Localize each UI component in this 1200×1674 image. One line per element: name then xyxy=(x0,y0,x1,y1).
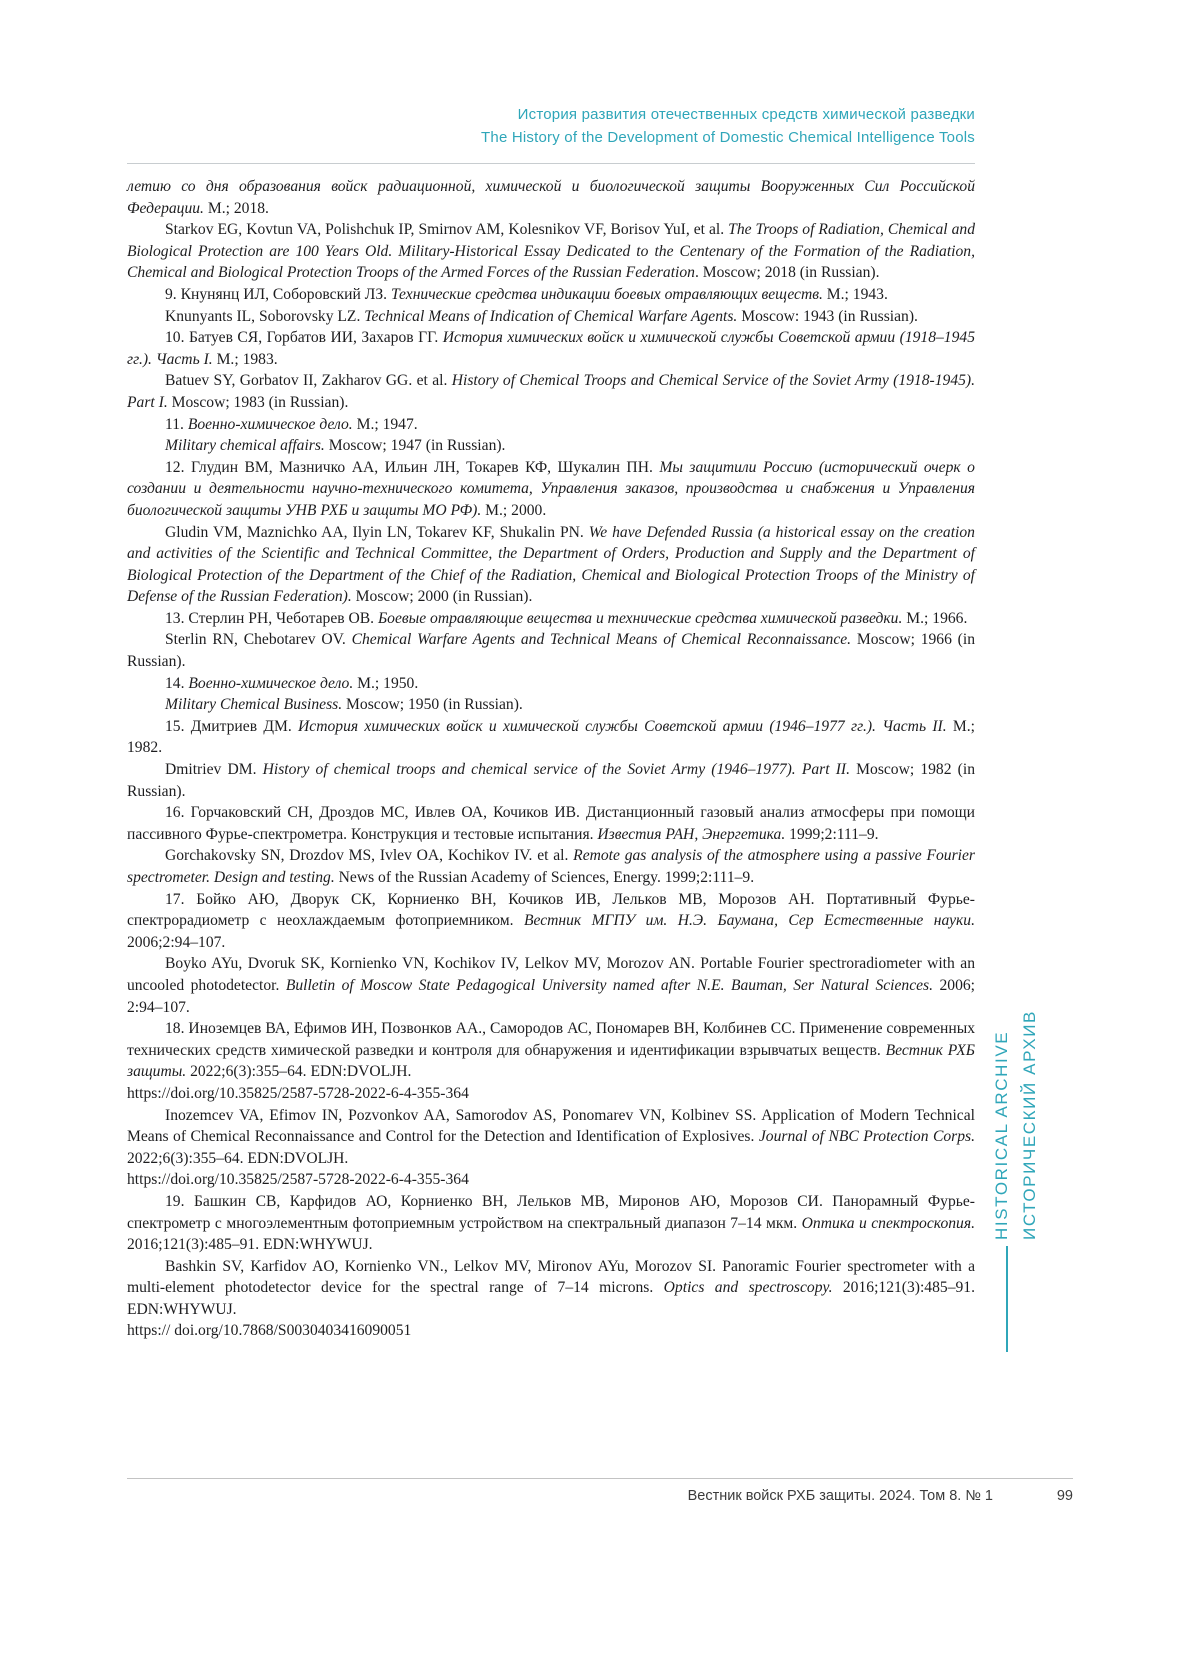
reference-title-run: Технические средства индикации боевых отравляющих веществ. xyxy=(390,285,823,303)
reference-paragraph xyxy=(127,629,975,672)
reference-title-run: Боевые отравляющие вещества и технические средства химической разведки. xyxy=(377,609,903,627)
reference-text-run: https://doi.org/10.35825/2587-5728-2022-6-4-355-364 xyxy=(127,1171,469,1189)
reference-paragraph xyxy=(127,176,975,219)
reference-title-run: History of chemical troops and chemical service of the Soviet Army (1946–1977). Part II. xyxy=(262,761,851,779)
reference-title-run: Military chemical affairs. xyxy=(165,437,325,455)
reference-title-run: History of Chemical Troops and Chemical Service of the Soviet Army (1918-1945). Part I. xyxy=(127,372,976,411)
reference-text-run: 14. xyxy=(165,674,189,692)
reference-paragraph xyxy=(127,759,975,802)
reference-paragraph xyxy=(127,1320,975,1342)
reference-text-run: 12. Глудин ВМ, Мазничко АА, Ильин ЛН, Токарев КФ, Шукалин ПН. xyxy=(165,458,660,476)
reference-text-run: https:// doi.org/10.7868/S0030403416090051 xyxy=(127,1322,412,1340)
reference-text-run: Inozemcev VA, Efimov IN, Pozvonkov AA, Samorodov AS, Ponomarev VN, Kolbinev SS. Application of Modern Technical Means of Chemical Reconnaissance and Control for the Detection and Identification of Explosives. xyxy=(127,1106,975,1146)
reference-title-run: Bulletin of Moscow State Pedagogical University named after N.E. Bauman, Ser Natural Sciences. xyxy=(285,976,934,994)
reference-text-run: Boyko AYu, Dvoruk SK, Kornienko VN, Kochikov IV, Lelkov MV, Morozov AN. Portable Fourier spectroradiometer with an uncooled photodetector. xyxy=(127,955,975,994)
reference-text-run: 2022;6(3):355–64. EDN:DVOLJH. xyxy=(186,1063,412,1081)
reference-title-run: Remote gas analysis of the atmosphere using a passive Fourier spectrometer. Design and testing. xyxy=(127,847,975,886)
footer-journal-title: Вестник войск РХБ защиты. 2024. Том 8. № 1 xyxy=(687,1488,993,1504)
reference-paragraph xyxy=(127,435,975,457)
page-number: 99 xyxy=(1056,1488,1073,1504)
reference-text-run: М.; 1966. xyxy=(902,609,968,627)
reference-title-run: Мы защитили Россию (исторический очерк о создании и деятельности научно-технического комитета, Управления заказов, производства и снабжения и Управления биологической защиты УНВ РХБ и защиты МО РФ). xyxy=(127,458,975,519)
reference-paragraph xyxy=(127,1083,975,1105)
reference-paragraph xyxy=(127,716,975,759)
reference-text-run: 15. Дмитриев ДМ. xyxy=(165,717,299,735)
reference-paragraph xyxy=(127,522,975,608)
reference-text-run: Starkov EG, Kovtun VA, Polishchuk IP, Smirnov AM, Kolesnikov VF, Borisov YuI, et al. xyxy=(165,221,729,239)
reference-title-run: Technical Means of Indication of Chemical Warfare Agents. xyxy=(364,307,738,325)
reference-text-run: Gorchakovsky SN, Drozdov MS, Ivlev OA, Kochikov IV. et al. xyxy=(165,847,574,865)
reference-text-run: 2006;2:94–107. xyxy=(127,933,226,951)
reference-paragraph xyxy=(127,284,975,306)
reference-text-run: 2016;121(3):485–91. EDN:WHYWUJ. xyxy=(127,1279,975,1318)
reference-paragraph xyxy=(127,953,975,1018)
reference-title-run: Известия РАН, Энергетика. xyxy=(597,825,786,843)
reference-text-run: М.; 1982. xyxy=(127,717,975,757)
reference-title-run: Оптика и спектроскопия. xyxy=(801,1214,975,1232)
page-footer xyxy=(127,1488,1073,1504)
reference-text-run: Bashkin SV, Karfidov AO, Kornienko VN., Lelkov MV, Mironov AYu, Morozov SI. Panoramic Fourier spectrometer with a multi-element photodetector device for the spectral range of 7–14 microns. xyxy=(127,1257,975,1297)
reference-text-run: News of the Russian Academy of Sciences, Energy. 1999;2:111–9. xyxy=(334,869,755,886)
reference-text-run: . Moscow; 2018 (in Russian). xyxy=(694,264,880,282)
reference-paragraph xyxy=(127,673,975,695)
section-label-en: HISTORICAL ARCHIVE xyxy=(992,1030,1011,1240)
reference-text-run: М.; 1943. xyxy=(822,285,888,303)
reference-text-run: Moscow; 1947 (in Russian). xyxy=(324,437,506,455)
reference-text-run: М.; 2018. xyxy=(203,199,269,217)
reference-paragraph xyxy=(127,694,975,716)
reference-paragraph xyxy=(127,845,975,888)
reference-title-run: Вестник МГПУ им. Н.Э. Баумана, Сер Естественные науки. xyxy=(523,912,975,930)
section-sidebar xyxy=(988,974,1044,1240)
reference-paragraph xyxy=(127,327,975,370)
reference-paragraph xyxy=(127,608,975,630)
reference-paragraph xyxy=(127,414,975,436)
reference-text-run: Moscow: 1943 (in Russian). xyxy=(737,307,918,325)
reference-text-run: Moscow; 1983 (in Russian). xyxy=(167,393,349,411)
reference-paragraph xyxy=(127,1018,975,1083)
running-head-en: The History of the Development of Domestic Chemical Intelligence Tools xyxy=(481,129,975,146)
running-head-ru: История развития отечественных средств химической разведки xyxy=(517,106,975,123)
reference-text-run: 2022;6(3):355–64. EDN:DVOLJH. xyxy=(127,1149,349,1167)
header-divider xyxy=(127,163,975,164)
reference-text-run: Dmitriev DM. xyxy=(165,761,263,779)
reference-text-run: М.; 1983. xyxy=(212,350,278,368)
reference-paragraph xyxy=(127,1256,975,1321)
reference-text-run: Moscow; 1982 (in Russian). xyxy=(127,761,975,800)
reference-title-run: Chemical Warfare Agents and Technical Means of Chemical Reconnaissance. xyxy=(351,631,852,649)
reference-text-run: 19. Башкин СВ, Карфидов АО, Корниенко ВН, Лельков МВ, Миронов АЮ, Морозов СИ. Панорамный Фурье-спектрометр с многоэлементным фотоприемным устройством на спектральный диапазон 7–14 мкм. xyxy=(127,1192,975,1232)
reference-paragraph xyxy=(127,1169,975,1191)
reference-title-run: Военно-химическое дело. xyxy=(187,415,353,433)
reference-title-run: The Troops of Radiation, Chemical and Biological Protection are 100 Years Old. Military-Historical Essay Dedicated to the Centenary of the Formation of the Radiation, Chemical and Biological Protection Troops of the Armed Forces of the Russian Federation xyxy=(127,221,975,282)
footer-divider xyxy=(127,1478,1073,1479)
reference-text-run: Moscow; 1950 (in Russian). xyxy=(342,696,523,714)
reference-text-run: Gludin VM, Maznichko AA, Ilyin LN, Tokarev KF, Shukalin PN. xyxy=(165,523,589,541)
section-label-ru: ИСТОРИЧЕСКИЙ АРХИВ xyxy=(1020,1010,1039,1240)
reference-paragraph xyxy=(127,457,975,522)
reference-text-run: Knunyants IL, Soborovsky LZ. xyxy=(165,307,365,325)
reference-text-run: 13. Стерлин РН, Чеботарев ОВ. xyxy=(165,609,378,627)
reference-text-run: М.; 1947. xyxy=(352,415,418,433)
reference-text-run: Moscow; 2000 (in Russian). xyxy=(351,588,533,606)
reference-title-run: летию со дня образования войск радиационной, химической и биологической защиты Вооруженных Сил Российской Федерации. xyxy=(127,178,975,217)
reference-title-run: Военно-химическое дело. xyxy=(188,674,354,692)
reference-text-run: М.; 1950. xyxy=(353,674,419,692)
reference-title-run: Journal of NBC Protection Corps. xyxy=(758,1128,975,1146)
running-head xyxy=(127,103,975,149)
reference-paragraph xyxy=(127,370,975,413)
reference-paragraph xyxy=(127,802,975,845)
reference-title-run: История химических войск и химической службы Советской армии (1946–1977 гг.). Часть II. xyxy=(298,717,947,735)
reference-title-run: Military Chemical Business. xyxy=(165,696,343,714)
reference-title-run: Optics and spectroscopy. xyxy=(663,1279,833,1297)
references-list xyxy=(127,176,975,1342)
reference-text-run: 2006; 2:94–107. xyxy=(127,976,975,1016)
reference-text-run: 2016;121(3):485–91. EDN:WHYWUJ. xyxy=(127,1236,373,1254)
reference-text-run: 18. Иноземцев ВА, Ефимов ИН, Позвонков АА., Самородов АС, Пономарев ВН, Колбинев СС. Применение современных технических средств химической разведки и контроля для обнаружения и идентификации взрывчатых веществ. xyxy=(127,1020,975,1059)
reference-text-run: Moscow; 1966 (in Russian). xyxy=(127,631,975,671)
reference-text-run: Batuev SY, Gorbatov II, Zakharov GG. et al. xyxy=(165,372,452,390)
reference-text-run: 1999;2:111–9. xyxy=(785,825,879,843)
reference-title-run: We have Defended Russia (a historical essay on the creation and activities of the Scientific and Technical Committee, the Department of Orders, Production and Supply and the Department of Biological Protection of the Department of the Chief of the Radiation, Chemical and Biological Protection Troops of the Ministry of Defense of the Russian Federation). xyxy=(127,523,975,606)
reference-title-run: Вестник РХБ защиты. xyxy=(127,1041,975,1081)
reference-title-run: История химических войск и химической службы Советской армии (1918–1945 гг.). Часть I. xyxy=(127,329,975,368)
reference-text-run: 11. xyxy=(165,415,188,433)
reference-text-run: https://doi.org/10.35825/2587-5728-2022-6-4-355-364 xyxy=(127,1084,469,1102)
reference-text-run: М.; 2000. xyxy=(481,501,547,519)
reference-paragraph xyxy=(127,889,975,954)
sidebar-divider xyxy=(1006,1246,1008,1352)
reference-paragraph xyxy=(127,219,975,284)
reference-paragraph xyxy=(127,306,975,328)
reference-text-run: 17. Бойко АЮ, Дворук СК, Корниенко ВН, Кочиков ИВ, Лельков МВ, Морозов АН. Портативный Фурье-спектрорадиометр с неохлаждаемым фотоприемником. xyxy=(127,890,975,930)
reference-text-run: 9. Кнунянц ИЛ, Соборовский ЛЗ. xyxy=(165,285,391,303)
reference-paragraph xyxy=(127,1191,975,1256)
reference-text-run: 10. Батуев СЯ, Горбатов ИИ, Захаров ГГ. xyxy=(165,329,443,347)
reference-text-run: Sterlin RN, Chebotarev OV. xyxy=(165,631,352,649)
reference-text-run: 16. Горчаковский СН, Дроздов МС, Ивлев ОА, Кочиков ИВ. Дистанционный газовый анализ атмосферы при помощи пассивного Фурье-спектрометра. Конструкция и тестовые испытания. xyxy=(127,804,975,843)
reference-paragraph xyxy=(127,1105,975,1170)
